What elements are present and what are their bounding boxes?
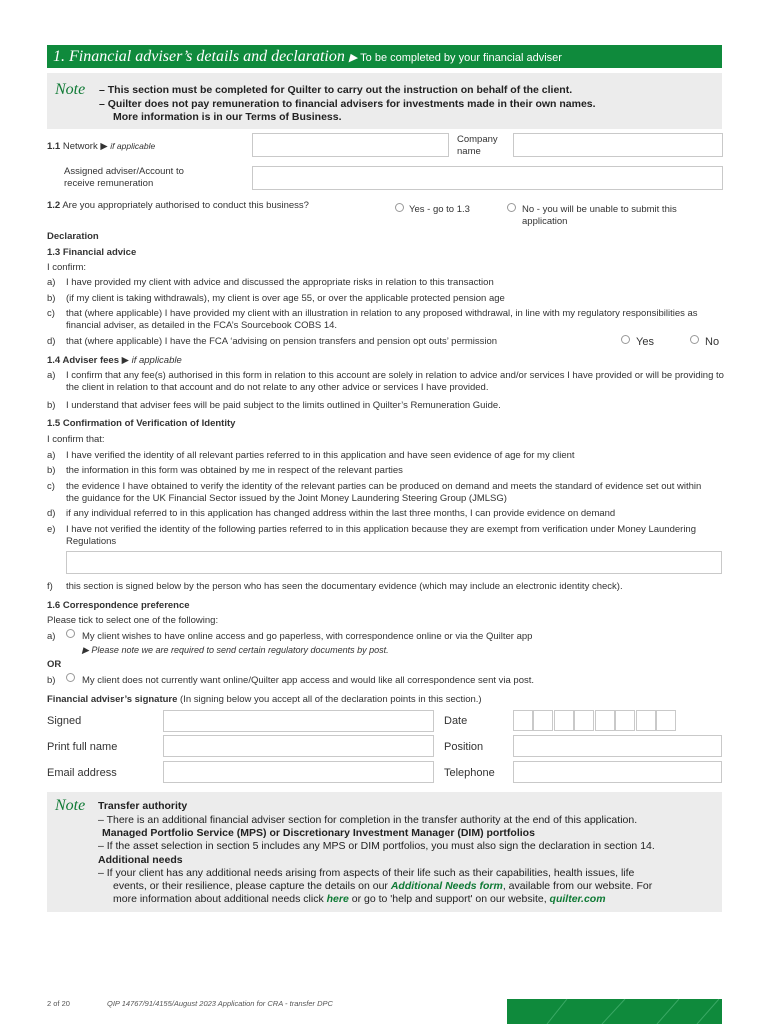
post-radio[interactable] xyxy=(66,673,75,682)
option-a-key: a) xyxy=(47,631,56,642)
brand-pattern-icon xyxy=(507,999,722,1024)
company-name-label: Company name xyxy=(457,134,498,157)
quilter-link[interactable]: quilter.com xyxy=(549,893,606,905)
correspondence-instruction: Please tick to select one of the following: xyxy=(47,615,219,626)
network-input[interactable] xyxy=(252,133,449,157)
note-label: Note xyxy=(55,797,86,814)
section-subtitle: To be completed by your financial adviser xyxy=(357,52,562,64)
company-name-input[interactable] xyxy=(513,133,723,157)
confirm-text: I confirm: xyxy=(47,262,87,273)
signature-input[interactable] xyxy=(163,710,434,732)
telephone-label: Telephone xyxy=(444,767,495,779)
network-label: 1.1 Network ▶ if applicable xyxy=(47,141,156,152)
form-reference: QIP 14767/91/4155/August 2023 Application for CRA - transfer DPC xyxy=(107,999,333,1008)
position-input[interactable] xyxy=(513,735,722,757)
permission-yes-label: Yes xyxy=(636,336,654,348)
date-digit-box[interactable] xyxy=(513,710,533,731)
permission-no-label: No xyxy=(705,336,720,348)
note-line: – This section must be completed for Quilter to carry out the instruction on behalf of the client. xyxy=(99,84,573,96)
date-digit-box[interactable] xyxy=(615,710,635,731)
permission-no-radio[interactable] xyxy=(690,335,699,344)
telephone-input[interactable] xyxy=(513,761,722,783)
position-label: Position xyxy=(444,741,484,753)
authorised-yes-label: Yes - go to 1.3 xyxy=(409,204,470,215)
additional-needs-line: – If your client has any additional needs arising from aspects of their life such as their capabilities, health issues, life xyxy=(98,867,635,879)
authorised-question: 1.2 Are you appropriately authorised to conduct this business? xyxy=(47,200,309,211)
additional-needs-form-link[interactable]: Additional Needs form xyxy=(390,880,503,892)
note-line: – Quilter does not pay remuneration to financial advisers for investments made in their own names. xyxy=(99,98,596,110)
arrow-icon: ▶ xyxy=(348,52,358,64)
paperless-label: My client wishes to have online access and go paperless, with correspondence online or via the Quilter app xyxy=(82,631,533,642)
paperless-radio[interactable] xyxy=(66,629,75,638)
transfer-line: – There is an additional financial adviser section for completion in the transfer authority at the end of this application. xyxy=(98,814,638,826)
signed-label: Signed xyxy=(47,715,82,727)
date-digit-box[interactable] xyxy=(656,710,676,731)
or-label: OR xyxy=(47,659,62,670)
additional-needs-line: events, or their resilience, please capture the details on our Additional Needs form, available from our website. For xyxy=(113,880,653,892)
authorised-no-radio[interactable] xyxy=(507,203,516,212)
brand-footer-bar xyxy=(507,999,722,1024)
post-label: My client does not currently want online/Quilter app access and would like all correspondence sent via post. xyxy=(82,675,535,686)
date-digit-box[interactable] xyxy=(595,710,615,731)
verification-heading: 1.5 Confirmation of Verification of Identity xyxy=(47,418,236,429)
email-label: Email address xyxy=(47,767,117,779)
date-label: Date xyxy=(444,715,468,727)
note-box xyxy=(47,792,722,912)
mps-line: – If the asset selection in section 5 includes any MPS or DIM portfolios, you must also sign the declaration in section 14. xyxy=(98,840,655,852)
print-name-input[interactable] xyxy=(163,735,434,757)
option-b-key: b) xyxy=(47,675,56,686)
page-number: 2 of 20 xyxy=(47,999,70,1008)
financial-advice-heading: 1.3 Financial advice xyxy=(47,247,137,258)
date-digit-box[interactable] xyxy=(636,710,656,731)
note-label: Note xyxy=(55,81,86,98)
date-digit-box[interactable] xyxy=(554,710,574,731)
additional-needs-line: more information about additional needs click here or go to 'help and support' on our website, quilter.com xyxy=(113,893,606,905)
confirm-text: I confirm that: xyxy=(47,434,105,445)
here-link[interactable]: here xyxy=(326,893,349,905)
mps-title: Managed Portfolio Service (MPS) or Discretionary Investment Manager (DIM) portfolios xyxy=(102,827,535,839)
date-digit-box[interactable] xyxy=(574,710,594,731)
declaration-heading: Declaration xyxy=(47,231,99,242)
print-name-label: Print full name xyxy=(47,741,118,753)
signature-heading: Financial adviser’s signature (In signing below you accept all of the declaration points in this section.) xyxy=(47,694,482,705)
additional-needs-title: Additional needs xyxy=(98,854,183,866)
correspondence-heading: 1.6 Correspondence preference xyxy=(47,600,190,611)
email-input[interactable] xyxy=(163,761,434,783)
exempt-parties-input[interactable] xyxy=(66,551,722,574)
section-header xyxy=(47,45,722,68)
adviser-fees-heading: 1.4 Adviser fees ▶ if applicable xyxy=(47,355,182,366)
authorised-no-label: No - you will be unable to submit this application xyxy=(522,204,677,227)
note-line: More information is in our Terms of Business. xyxy=(113,111,342,123)
note-box xyxy=(47,73,722,129)
assigned-adviser-input[interactable] xyxy=(252,166,723,190)
regulatory-note: ▶ Please note we are required to send certain regulatory documents by post. xyxy=(82,645,389,655)
section-title: 1. Financial adviser’s details and declaration xyxy=(53,48,349,65)
transfer-title: Transfer authority xyxy=(98,800,188,812)
date-digit-box[interactable] xyxy=(533,710,553,731)
authorised-yes-radio[interactable] xyxy=(395,203,404,212)
permission-yes-radio[interactable] xyxy=(621,335,630,344)
assigned-adviser-label: Assigned adviser/Account to receive remuneration xyxy=(64,166,184,189)
